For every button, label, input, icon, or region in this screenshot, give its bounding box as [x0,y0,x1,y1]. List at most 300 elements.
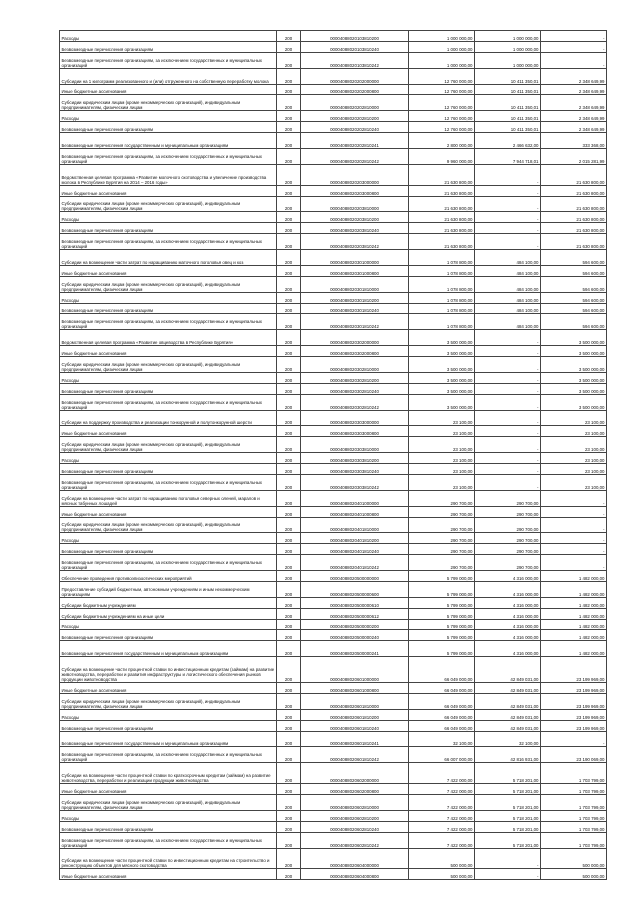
row-code: 200 [277,212,301,223]
row-classification-code: 00004088020500000612 [301,608,409,619]
row-name: Безвозмездные перечисления организациям, за исключением государственных и муниципальных организаций [60,314,277,330]
row-executed-amount: 42 849 031,00 [475,683,541,694]
table-row [60,357,607,373]
row-name: Субсидии на возмещение части процентной ставки по инвестиционным кредитам (займам) на развитие животноводства, переработки и развития инфраструктуры и логистического обеспечения рынков продукции животноводства [60,657,277,683]
table-row [60,346,607,357]
row-name: Безвозмездные перечисления организациям [60,821,277,832]
row-name: Иные бюджетные ассигнования [60,869,277,880]
row-classification-code: 00004088020202810240 [301,122,409,133]
table-row [60,122,607,133]
row-approved-amount: 290 700,00 [409,533,475,544]
row-approved-amount: 7 422 000,00 [409,763,475,784]
row-classification-code: 00004088020103810200 [301,31,409,42]
table-row [60,544,607,555]
table-row [60,517,607,533]
row-unexecuted-amount: 500 000,00 [541,869,607,880]
row-code: 200 [277,276,301,292]
row-name: Безвозмездные перечисления организациям [60,544,277,555]
row-name: Расходы [60,212,277,223]
row-name: Безвозмездные перечисления организациям [60,41,277,52]
row-unexecuted-amount: 594 600,00 [541,314,607,330]
row-code: 200 [277,148,301,164]
row-executed-amount: 290 700,00 [475,517,541,533]
row-name: Расходы [60,292,277,303]
row-executed-amount: 484 100,00 [475,265,541,276]
row-classification-code: 00004088020302810200 [301,372,409,383]
table-row [60,185,607,196]
row-name: Безвозмездные перечисления организациям, за исключением государственных и муниципальных организаций [60,747,277,763]
row-code: 200 [277,133,301,149]
row-executed-amount: 4 316 000,00 [475,581,541,597]
row-code: 200 [277,683,301,694]
row-unexecuted-amount: 3 500 000,00 [541,394,607,410]
table-row [60,555,607,571]
row-unexecuted-amount: 1 482 000,00 [541,630,607,641]
row-approved-amount: 5 799 000,00 [409,581,475,597]
row-unexecuted-amount: 1 703 799,00 [541,763,607,784]
table-row [60,111,607,122]
row-executed-amount: 2 466 632,00 [475,133,541,149]
row-classification-code: 00004088020301000800 [301,265,409,276]
row-classification-code: 00004088020500000240 [301,630,409,641]
row-classification-code: 00004088020202810242 [301,148,409,164]
row-code: 200 [277,453,301,464]
row-name: Ведомственная целевая программа «Развитие овцеводства в Республике Бурятия» [60,330,277,346]
table-row [60,641,607,657]
row-name: Иные бюджетные ассигнования [60,784,277,795]
row-name: Иные бюджетные ассигнования [60,84,277,95]
table-row [60,303,607,314]
row-code: 200 [277,68,301,84]
row-unexecuted-amount: - [541,490,607,506]
row-code: 200 [277,693,301,709]
row-executed-amount: 4 316 000,00 [475,641,541,657]
row-code: 200 [277,394,301,410]
row-name: Безвозмездные перечисления организациям, за исключением государственных и муниципальных организаций [60,52,277,68]
row-unexecuted-amount: 3 500 000,00 [541,383,607,394]
table-row [60,720,607,731]
row-code: 200 [277,630,301,641]
row-name: Иные бюджетные ассигнования [60,506,277,517]
row-unexecuted-amount: 21 630 800,00 [541,212,607,223]
row-executed-amount: 10 411 350,01 [475,68,541,84]
table-row [60,848,607,869]
row-unexecuted-amount: 594 600,00 [541,292,607,303]
row-unexecuted-amount: 23 199 969,00 [541,709,607,720]
row-classification-code: 00004088020203810242 [301,234,409,250]
table-row [60,68,607,84]
row-classification-code: 00004088020401810240 [301,544,409,555]
row-classification-code: 00004088020500000600 [301,581,409,597]
row-unexecuted-amount: 3 500 000,00 [541,372,607,383]
row-code: 200 [277,196,301,212]
row-unexecuted-amount: 1 482 000,00 [541,641,607,657]
row-name: Субсидии юридическим лицам (кроме некоммерческих организаций), индивидуальным предпринимателям, физическим лицам [60,437,277,453]
row-code: 200 [277,571,301,582]
row-executed-amount: 42 816 931,00 [475,747,541,763]
row-name: Предоставление субсидий бюджетным, автономным учреждениям и иным некоммерческим организациям [60,581,277,597]
row-name: Ведомственная целевая программа «Развитие молочного скотоводства и увеличение производства молока в Республике Бурятия на 2014 – 2016 годы» [60,164,277,185]
row-code: 200 [277,848,301,869]
row-approved-amount: 5 799 000,00 [409,619,475,630]
row-approved-amount: 1 078 800,00 [409,250,475,266]
row-name: Субсидии на 1 килограмм реализованного и (или) отгруженного на собственную переработку молока [60,68,277,84]
row-name: Субсидии на возмещение части процентной ставки по инвестиционным кредитам на строительство и реконструкцию объектов для мясного скотоводства [60,848,277,869]
row-executed-amount: 290 700,00 [475,544,541,555]
row-unexecuted-amount: 21 630 800,00 [541,234,607,250]
row-unexecuted-amount: 594 600,00 [541,265,607,276]
row-classification-code: 00004088020301810200 [301,292,409,303]
row-executed-amount: 7 944 718,01 [475,148,541,164]
row-approved-amount: 12 760 000,00 [409,111,475,122]
row-unexecuted-amount: 1 703 799,00 [541,810,607,821]
table-row [60,292,607,303]
row-code: 200 [277,720,301,731]
row-name: Субсидии на поддержку производства и реализации тонкорунной и полутонкорунной шерсти [60,410,277,426]
row-name: Иные бюджетные ассигнования [60,683,277,694]
row-code: 200 [277,747,301,763]
row-approved-amount: 12 760 000,00 [409,68,475,84]
row-classification-code: 00004088020302000000 [301,330,409,346]
table-row [60,810,607,821]
row-approved-amount: 23 100,00 [409,426,475,437]
row-unexecuted-amount: - [541,41,607,52]
row-name: Безвозмездные перечисления организациям, за исключением государственных и муниципальных организаций [60,394,277,410]
budget-execution-table [59,30,607,880]
row-approved-amount: 290 700,00 [409,506,475,517]
row-classification-code: 00004088020202000800 [301,84,409,95]
table-row [60,164,607,185]
row-classification-code: 00004088020202810241 [301,133,409,149]
row-name: Безвозмездные перечисления организациям [60,630,277,641]
row-code: 200 [277,795,301,811]
row-classification-code: 00004088020203810000 [301,196,409,212]
table-row [60,95,607,111]
row-code: 200 [277,506,301,517]
row-approved-amount: 7 422 000,00 [409,832,475,848]
table-row [60,571,607,582]
row-unexecuted-amount: 1 482 000,00 [541,581,607,597]
row-unexecuted-amount: 23 100,00 [541,474,607,490]
row-unexecuted-amount: 2 348 649,99 [541,84,607,95]
row-executed-amount: 4 316 000,00 [475,597,541,608]
row-code: 200 [277,763,301,784]
table-row [60,426,607,437]
row-code: 200 [277,517,301,533]
row-name: Безвозмездные перечисления организациям, за исключением государственных и муниципальных организаций [60,555,277,571]
table-row [60,657,607,683]
row-code: 200 [277,597,301,608]
row-code: 200 [277,265,301,276]
table-row [60,821,607,832]
row-classification-code: 00004088020601000800 [301,683,409,694]
row-code: 200 [277,784,301,795]
row-executed-amount: 290 700,00 [475,490,541,506]
row-classification-code: 00004088020500000241 [301,641,409,657]
row-executed-amount: 5 718 201,00 [475,832,541,848]
row-executed-amount: 1 000 000,00 [475,52,541,68]
row-executed-amount: - [475,426,541,437]
table-row [60,372,607,383]
row-approved-amount: 21 630 800,00 [409,234,475,250]
row-code: 200 [277,464,301,475]
row-code: 200 [277,250,301,266]
row-classification-code: 00004088020202000000 [301,68,409,84]
row-classification-code: 00004088020301810242 [301,314,409,330]
row-name: Субсидии юридическим лицам (кроме некоммерческих организаций), индивидуальным предпринимателям, физическим лицам [60,517,277,533]
row-unexecuted-amount: 1 482 000,00 [541,619,607,630]
row-name: Расходы [60,533,277,544]
row-unexecuted-amount: 21 630 800,00 [541,223,607,234]
row-unexecuted-amount: 594 600,00 [541,276,607,292]
row-approved-amount: 1 078 800,00 [409,303,475,314]
row-unexecuted-amount: 333 368,00 [541,133,607,149]
row-approved-amount: 12 760 000,00 [409,84,475,95]
row-code: 200 [277,31,301,42]
row-approved-amount: 23 100,00 [409,437,475,453]
row-name: Расходы [60,111,277,122]
table-row [60,533,607,544]
table-row [60,383,607,394]
row-code: 200 [277,709,301,720]
row-executed-amount: 5 718 201,00 [475,784,541,795]
table-row [60,506,607,517]
row-executed-amount: - [475,223,541,234]
row-executed-amount: 5 718 201,00 [475,795,541,811]
row-classification-code: 00004088020301000000 [301,250,409,266]
table-row [60,597,607,608]
row-approved-amount: 66 049 000,00 [409,720,475,731]
row-unexecuted-amount: 21 630 800,00 [541,164,607,185]
row-executed-amount: 4 316 000,00 [475,619,541,630]
row-code: 200 [277,95,301,111]
row-unexecuted-amount: 3 500 000,00 [541,330,607,346]
row-approved-amount: 32 100,00 [409,731,475,747]
row-executed-amount: - [475,330,541,346]
row-classification-code: 00004088020401000000 [301,490,409,506]
row-approved-amount: 1 078 800,00 [409,314,475,330]
row-classification-code: 00004088020500000000 [301,571,409,582]
row-executed-amount: 1 000 000,00 [475,31,541,42]
row-approved-amount: 66 049 000,00 [409,709,475,720]
row-classification-code: 00004088020103810240 [301,41,409,52]
row-approved-amount: 5 799 000,00 [409,630,475,641]
table-row [60,453,607,464]
table-row [60,683,607,694]
row-unexecuted-amount: - [541,517,607,533]
row-unexecuted-amount: 23 199 969,00 [541,683,607,694]
row-approved-amount: 3 500 000,00 [409,394,475,410]
row-executed-amount: 10 411 350,01 [475,84,541,95]
row-name: Безвозмездные перечисления организациям [60,303,277,314]
row-code: 200 [277,581,301,597]
row-unexecuted-amount: 23 100,00 [541,464,607,475]
row-name: Безвозмездные перечисления организациям [60,122,277,133]
row-name: Безвозмездные перечисления государственным и муниципальным организациям [60,641,277,657]
row-classification-code: 00004088020601000000 [301,657,409,683]
row-executed-amount: 42 849 031,00 [475,709,541,720]
table-row [60,832,607,848]
row-executed-amount: 290 700,00 [475,555,541,571]
row-approved-amount: 1 000 000,00 [409,41,475,52]
row-classification-code: 00004088020302810000 [301,357,409,373]
row-code: 200 [277,490,301,506]
table-row [60,394,607,410]
row-classification-code: 00004088020601810240 [301,720,409,731]
row-code: 200 [277,383,301,394]
row-executed-amount: - [475,437,541,453]
row-unexecuted-amount: 1 703 799,00 [541,832,607,848]
row-name: Расходы [60,31,277,42]
table-row [60,581,607,597]
row-unexecuted-amount: 2 348 649,99 [541,122,607,133]
row-name: Субсидии на возмещение части затрат по наращиванию поголовья северных оленей, маралов и мясных табунных лошадей [60,490,277,506]
row-approved-amount: 66 007 000,00 [409,747,475,763]
row-code: 200 [277,821,301,832]
row-unexecuted-amount: 594 600,00 [541,250,607,266]
row-approved-amount: 3 500 000,00 [409,357,475,373]
row-executed-amount: - [475,474,541,490]
row-approved-amount: 3 500 000,00 [409,346,475,357]
row-name: Субсидии юридическим лицам (кроме некоммерческих организаций), индивидуальным предпринимателям, физическим лицам [60,795,277,811]
row-name: Безвозмездные перечисления организациям [60,383,277,394]
row-unexecuted-amount: 1 482 000,00 [541,597,607,608]
table-row [60,133,607,149]
row-executed-amount: 484 100,00 [475,250,541,266]
row-name: Иные бюджетные ассигнования [60,346,277,357]
row-approved-amount: 21 630 800,00 [409,196,475,212]
row-approved-amount: 23 100,00 [409,474,475,490]
row-approved-amount: 21 630 800,00 [409,212,475,223]
row-approved-amount: 5 799 000,00 [409,571,475,582]
row-name: Иные бюджетные ассигнования [60,426,277,437]
row-classification-code: 00004088020602810200 [301,810,409,821]
row-code: 200 [277,608,301,619]
row-approved-amount: 12 760 000,00 [409,95,475,111]
table-row [60,31,607,42]
row-code: 200 [277,372,301,383]
row-classification-code: 00004088020602810000 [301,795,409,811]
row-code: 200 [277,437,301,453]
table-row [60,84,607,95]
row-executed-amount: 32 100,00 [475,731,541,747]
row-name: Безвозмездные перечисления организациям, за исключением государственных и муниципальных организаций [60,148,277,164]
row-name: Субсидии на возмещение части процентной ставки по краткосрочным кредитам (займам) на развитие животноводства, переработки и реализации продукции животноводства [60,763,277,784]
row-executed-amount: 10 411 350,01 [475,95,541,111]
table-row [60,250,607,266]
row-unexecuted-amount: 21 630 800,00 [541,185,607,196]
row-classification-code: 00004088020601810242 [301,747,409,763]
row-classification-code: 00004088020601810241 [301,731,409,747]
row-executed-amount: 484 100,00 [475,314,541,330]
row-name: Расходы [60,453,277,464]
table-row [60,795,607,811]
table-row [60,709,607,720]
row-name: Субсидии юридическим лицам (кроме некоммерческих организаций), индивидуальным предпринимателям, физическим лицам [60,357,277,373]
row-classification-code: 00004088020303810240 [301,464,409,475]
row-approved-amount: 66 049 000,00 [409,683,475,694]
row-approved-amount: 23 100,00 [409,464,475,475]
row-unexecuted-amount: 21 630 800,00 [541,196,607,212]
row-unexecuted-amount: 23 199 969,00 [541,693,607,709]
row-unexecuted-amount: 2 015 281,99 [541,148,607,164]
row-name: Безвозмездные перечисления государственным и муниципальным организациям [60,133,277,149]
row-code: 200 [277,533,301,544]
row-approved-amount: 1 078 800,00 [409,265,475,276]
row-unexecuted-amount: 23 100,00 [541,453,607,464]
row-name: Субсидии юридическим лицам (кроме некоммерческих организаций), индивидуальным предпринимателям, физическим лицам [60,95,277,111]
table-row [60,731,607,747]
row-code: 200 [277,122,301,133]
row-classification-code: 00004088020401000800 [301,506,409,517]
row-approved-amount: 3 500 000,00 [409,383,475,394]
row-classification-code: 00004088020203000800 [301,185,409,196]
row-approved-amount: 290 700,00 [409,517,475,533]
row-executed-amount: - [475,234,541,250]
row-executed-amount: - [475,383,541,394]
row-executed-amount: 5 718 201,00 [475,821,541,832]
row-approved-amount: 5 799 000,00 [409,608,475,619]
row-name: Расходы [60,372,277,383]
table-row [60,276,607,292]
row-unexecuted-amount: - [541,555,607,571]
row-classification-code: 00004088020302810242 [301,394,409,410]
row-classification-code: 00004088020602810240 [301,821,409,832]
row-code: 200 [277,474,301,490]
row-approved-amount: 290 700,00 [409,555,475,571]
row-classification-code: 00004088020500000610 [301,597,409,608]
table-row [60,747,607,763]
row-approved-amount: 500 000,00 [409,869,475,880]
row-executed-amount: 484 100,00 [475,292,541,303]
table-row [60,608,607,619]
row-name: Субсидии на возмещение части затрат по наращиванию маточного поголовья овец и коз [60,250,277,266]
row-classification-code: 00004088020303000000 [301,410,409,426]
row-classification-code: 00004088020500000200 [301,619,409,630]
row-name: Безвозмездные перечисления организациям [60,464,277,475]
table-row [60,437,607,453]
row-code: 200 [277,185,301,196]
table-row [60,196,607,212]
row-approved-amount: 5 799 000,00 [409,641,475,657]
row-executed-amount: - [475,848,541,869]
row-classification-code: 00004088020401810242 [301,555,409,571]
row-executed-amount: 5 718 201,00 [475,810,541,821]
row-unexecuted-amount: 3 500 000,00 [541,346,607,357]
row-classification-code: 00004088020602000000 [301,763,409,784]
row-classification-code: 00004088020601810000 [301,693,409,709]
row-code: 200 [277,223,301,234]
row-approved-amount: 3 500 000,00 [409,372,475,383]
row-unexecuted-amount: 23 199 969,00 [541,657,607,683]
row-name: Безвозмездные перечисления организациям [60,223,277,234]
row-classification-code: 00004088020401810200 [301,533,409,544]
row-approved-amount: 21 630 800,00 [409,185,475,196]
row-executed-amount: - [475,453,541,464]
row-classification-code: 00004088020302000800 [301,346,409,357]
row-executed-amount: 42 849 031,00 [475,693,541,709]
row-executed-amount: 1 000 000,00 [475,41,541,52]
row-unexecuted-amount: 500 000,00 [541,848,607,869]
row-executed-amount: 290 700,00 [475,533,541,544]
row-approved-amount: 500 000,00 [409,848,475,869]
table-row [60,265,607,276]
row-code: 200 [277,555,301,571]
row-classification-code: 00004088020302810240 [301,383,409,394]
row-approved-amount: 1 078 800,00 [409,276,475,292]
row-executed-amount: - [475,410,541,426]
row-code: 200 [277,292,301,303]
